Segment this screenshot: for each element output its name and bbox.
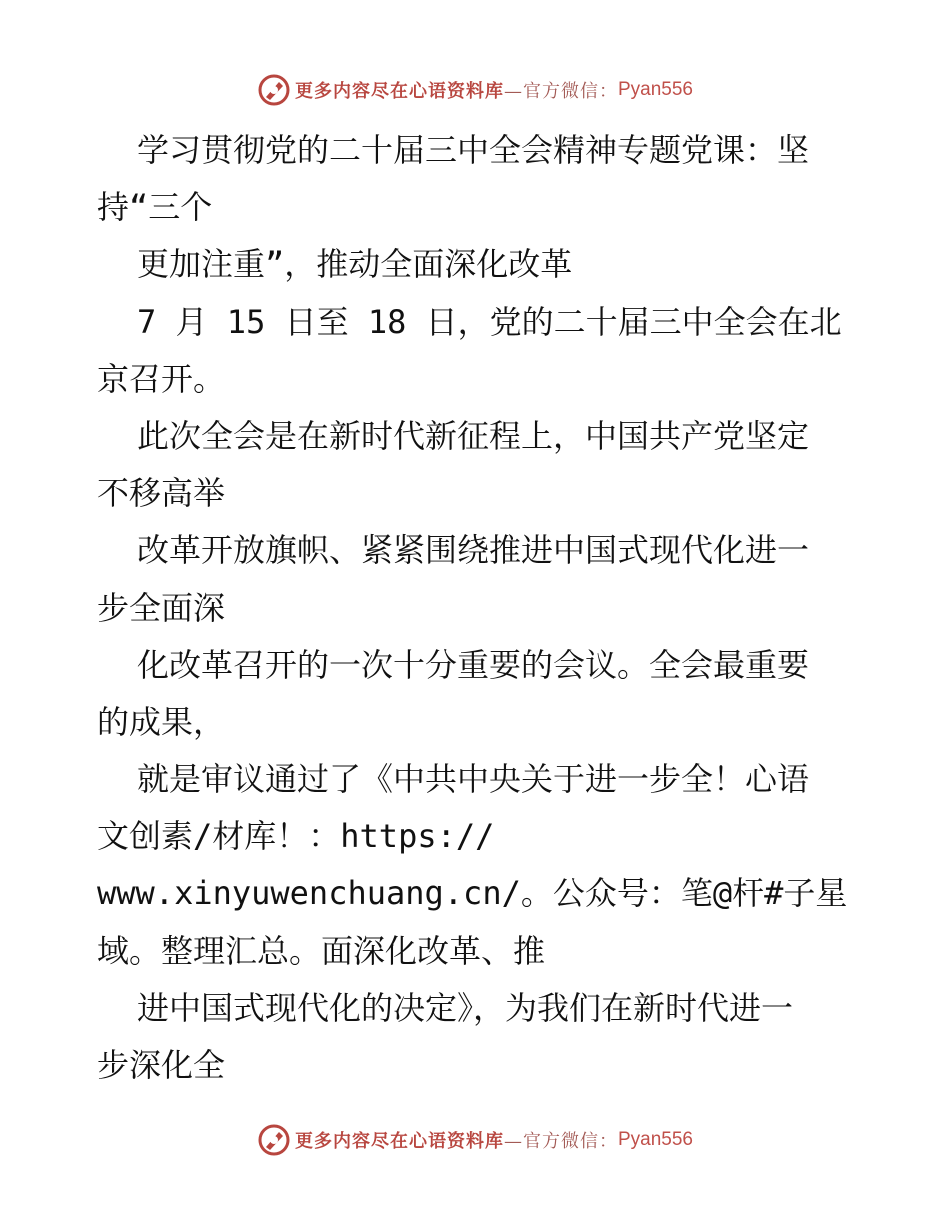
banner-wechat-label: —官方微信： (503, 81, 618, 102)
text-line: 学习贯彻党的二十届三中全会精神专题党课：坚 (137, 131, 810, 169)
text-line: 京召开。 (97, 359, 226, 398)
header-watermark-banner (0, 70, 950, 110)
footer-watermark-banner (0, 1120, 950, 1160)
document-body (97, 122, 857, 1094)
text-line: 持“三个 (97, 188, 213, 227)
text-line: 域。整理汇总。面深化改革、推 (97, 931, 546, 970)
text-line: www.xinyuwenchuang.cn/。公众号：笔@杆#子星 (97, 874, 848, 913)
text-line: 就是审议通过了《中共中央关于进一步全！心语 (137, 760, 810, 799)
text-line: 不移高举 (97, 474, 226, 513)
brand-logo-icon (257, 1123, 291, 1157)
text-line: 7 月 15 日至 18 日，党的二十届三中全会在北 (137, 302, 842, 341)
brand-logo-icon (257, 73, 291, 107)
text-line: 步深化全 (97, 1046, 226, 1084)
text-line: 文创素/材库！：https:// (97, 817, 495, 856)
banner-wechat-id: Pyan556 (617, 1129, 693, 1150)
text-line: 改革开放旗帜、紧紧围绕推进中国式现代化进一 (137, 531, 810, 570)
text-line: 化改革召开的一次十分重要的会议。全会最重要 (137, 645, 810, 684)
text-line: 步全面深 (97, 588, 226, 627)
text-line: 此次全会是在新时代新征程上，中国共产党坚定 (137, 416, 810, 455)
text-line: 的成果， (97, 702, 226, 741)
banner-wechat-id: Pyan556 (617, 79, 693, 100)
banner-main-text: 更多内容尽在心语资料库 (294, 81, 504, 102)
text-line: 进中国式现代化的决定》，为我们在新时代进一 (137, 988, 794, 1027)
banner-main-text: 更多内容尽在心语资料库 (294, 1131, 504, 1152)
banner-wechat-label: —官方微信： (503, 1131, 618, 1152)
text-line: 更加注重”，推动全面深化改革 (137, 245, 573, 284)
